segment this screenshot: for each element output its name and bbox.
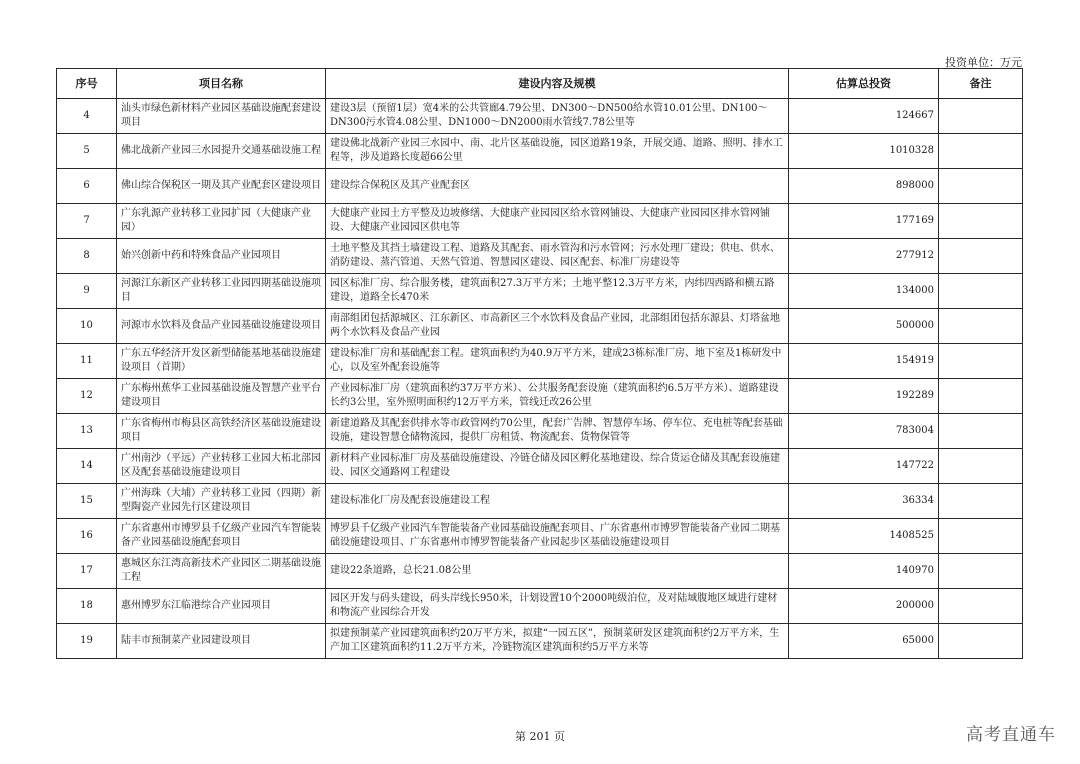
estimated-investment-cell: 134000: [789, 274, 939, 309]
table-row: [57, 204, 1023, 239]
project-content-cell: 建设3层（预留1层）宽4米的公共管廊4.79公里、DN300～DN500给水管10.01公里、DN100～DN300污水管4.08公里、DN1000～DN2000雨水管线7.78公里等: [326, 99, 789, 134]
row-number-cell: 8: [57, 239, 117, 274]
remark-cell: [939, 589, 1023, 624]
estimated-investment-cell: 277912: [789, 239, 939, 274]
row-number-cell: 6: [57, 169, 117, 204]
remark-cell: [939, 344, 1023, 379]
project-content-cell: 建设佛北战新产业园三水园中、南、北片区基础设施，园区道路19条，开展交通、道路、照明、排水工程等，涉及道路长度超66公里: [326, 134, 789, 169]
project-name-cell: 广东五华经济开发区新型储能基地基础设施建设项目（首期）: [117, 344, 326, 379]
project-name-cell: 佛山综合保税区一期及其产业配套区建设项目: [117, 169, 326, 204]
project-content-cell: 园区开发与码头建设，码头岸线长950米，计划设置10个2000吨级泊位，及对陆域腹地区域进行建材和物流产业园综合开发: [326, 589, 789, 624]
table-row: [57, 309, 1023, 344]
row-number-cell: 13: [57, 414, 117, 449]
project-name-cell: 惠城区东江湾高新技术产业园区二期基础设施工程: [117, 554, 326, 589]
table-row: [57, 519, 1023, 554]
row-number-cell: 10: [57, 309, 117, 344]
row-number-cell: 11: [57, 344, 117, 379]
project-content-cell: 大健康产业园土方平整及边坡修缮、大健康产业园园区给水管网铺设、大健康产业园园区排水管网铺设、大健康产业园园区供电等: [326, 204, 789, 239]
header-content: 建设内容及规模: [326, 69, 789, 99]
header-investment: 估算总投资: [789, 69, 939, 99]
header-note: 备注: [939, 69, 1023, 99]
project-content-cell: 南部组团包括源城区、江东新区、市高新区三个水饮料及食品产业园，北部组团包括东源县、灯塔盆地两个水饮料及食品产业园: [326, 309, 789, 344]
project-name-cell: 广东乳源产业转移工业园扩园（大健康产业园）: [117, 204, 326, 239]
table-header-row: [57, 69, 1023, 99]
table-row: [57, 414, 1023, 449]
project-content-cell: 拟建预制菜产业园建筑面积约20万平方米，拟建“一园五区”，预制菜研发区建筑面积约2万平方米，生产加工区建筑面积约11.2万平方米，冷链物流区建筑面积约5万平方米等: [326, 624, 789, 659]
estimated-investment-cell: 500000: [789, 309, 939, 344]
table-row: [57, 589, 1023, 624]
row-number-cell: 18: [57, 589, 117, 624]
project-name-cell: 陆丰市预制菜产业园建设项目: [117, 624, 326, 659]
remark-cell: [939, 414, 1023, 449]
table-row: [57, 239, 1023, 274]
page-number: 第 201 页: [515, 730, 565, 743]
remark-cell: [939, 309, 1023, 344]
project-table: [56, 68, 1023, 659]
investment-unit-note: 投资单位：万元: [945, 56, 1022, 69]
table-row: [57, 344, 1023, 379]
project-content-cell: 新材料产业园标准厂房及基础设施建设、冷链仓储及园区孵化基地建设、综合货运仓储及其配套设施建设、园区交通路网工程建设: [326, 449, 789, 484]
estimated-investment-cell: 36334: [789, 484, 939, 519]
project-name-cell: 广州南沙（平远）产业转移工业园大柘北部园区及配套基础设施建设项目: [117, 449, 326, 484]
project-name-cell: 惠州博罗东江临港综合产业园项目: [117, 589, 326, 624]
remark-cell: [939, 519, 1023, 554]
table-row: [57, 379, 1023, 414]
project-name-cell: 广州海珠（大埔）产业转移工业园（四期）新型陶瓷产业园先行区建设项目: [117, 484, 326, 519]
header-no: 序号: [57, 69, 117, 99]
row-number-cell: 4: [57, 99, 117, 134]
remark-cell: [939, 204, 1023, 239]
remark-cell: [939, 484, 1023, 519]
estimated-investment-cell: 200000: [789, 589, 939, 624]
project-name-cell: 广东梅州蕉华工业园基础设施及智慧产业平台建设项目: [117, 379, 326, 414]
estimated-investment-cell: 124667: [789, 99, 939, 134]
remark-cell: [939, 449, 1023, 484]
project-content-cell: 新建道路及其配套供排水等市政管网约70公里，配套广告牌、智慧停车场、停车位、充电桩等配套基础设施，建设智慧仓储物流园，提供厂房租赁、物流配套、货物保管等: [326, 414, 789, 449]
row-number-cell: 7: [57, 204, 117, 239]
project-content-cell: 产业园标准厂房（建筑面积约37万平方米）、公共服务配套设施（建筑面积约6.5万平方米）、道路建设长约3公里，室外照明面积约12万平方米，管线迁改26公里: [326, 379, 789, 414]
table-row: [57, 484, 1023, 519]
project-name-cell: 广东省惠州市博罗县千亿级产业园汽车智能装备产业园基础设施配套项目: [117, 519, 326, 554]
project-content-cell: 建设综合保税区及其产业配套区: [326, 169, 789, 204]
estimated-investment-cell: 1408525: [789, 519, 939, 554]
project-content-cell: 博罗县千亿级产业园汽车智能装备产业园基础设施配套项目、广东省惠州市博罗智能装备产业园二期基础设施建设项目、广东省惠州市博罗智能装备产业园起步区基础设施建设项目: [326, 519, 789, 554]
project-name-cell: 广东省梅州市梅县区高铁经济区基础设施建设项目: [117, 414, 326, 449]
estimated-investment-cell: 192289: [789, 379, 939, 414]
table-row: [57, 134, 1023, 169]
project-content-cell: 园区标准厂房、综合服务楼，建筑面积27.3万平方米；土地平整12.3万平方米，内纬四西路和横五路建设，道路全长470米: [326, 274, 789, 309]
estimated-investment-cell: 147722: [789, 449, 939, 484]
project-name-cell: 汕头市绿色新材料产业园区基础设施配套建设项目: [117, 99, 326, 134]
remark-cell: [939, 379, 1023, 414]
remark-cell: [939, 99, 1023, 134]
project-content-cell: 建设22条道路，总长21.08公里: [326, 554, 789, 589]
estimated-investment-cell: 65000: [789, 624, 939, 659]
estimated-investment-cell: 898000: [789, 169, 939, 204]
table-row: [57, 554, 1023, 589]
remark-cell: [939, 169, 1023, 204]
project-content-cell: 建设标准化厂房及配套设施建设工程: [326, 484, 789, 519]
table-row: [57, 274, 1023, 309]
table-row: [57, 99, 1023, 134]
header-project-name: 项目名称: [117, 69, 326, 99]
remark-cell: [939, 624, 1023, 659]
row-number-cell: 14: [57, 449, 117, 484]
row-number-cell: 17: [57, 554, 117, 589]
row-number-cell: 15: [57, 484, 117, 519]
project-name-cell: 佛北战新产业园三水园提升交通基础设施工程: [117, 134, 326, 169]
project-name-cell: 河源市水饮料及食品产业园基础设施建设项目: [117, 309, 326, 344]
row-number-cell: 16: [57, 519, 117, 554]
remark-cell: [939, 554, 1023, 589]
project-name-cell: 河源江东新区产业转移工业园四期基础设施项目: [117, 274, 326, 309]
estimated-investment-cell: 140970: [789, 554, 939, 589]
watermark: 高考直通车: [966, 725, 1056, 745]
project-content-cell: 土地平整及其挡土墙建设工程、道路及其配套、雨水管沟和污水管网；污水处理厂建设；供电、供水、消防建设、蒸汽管道、天然气管道、智慧园区建设、园区配套、标准厂房建设等: [326, 239, 789, 274]
table-row: [57, 449, 1023, 484]
row-number-cell: 12: [57, 379, 117, 414]
row-number-cell: 9: [57, 274, 117, 309]
remark-cell: [939, 274, 1023, 309]
row-number-cell: 19: [57, 624, 117, 659]
table-row: [57, 169, 1023, 204]
estimated-investment-cell: 783004: [789, 414, 939, 449]
remark-cell: [939, 239, 1023, 274]
table-row: [57, 624, 1023, 659]
estimated-investment-cell: 1010328: [789, 134, 939, 169]
row-number-cell: 5: [57, 134, 117, 169]
project-content-cell: 建设标准厂房和基础配套工程。建筑面积约为40.9万平方米，建成23栋标准厂房、地下室及1栋研发中心，以及室外配套设施等: [326, 344, 789, 379]
remark-cell: [939, 134, 1023, 169]
estimated-investment-cell: 177169: [789, 204, 939, 239]
project-name-cell: 始兴创新中药和特殊食品产业园项目: [117, 239, 326, 274]
estimated-investment-cell: 154919: [789, 344, 939, 379]
